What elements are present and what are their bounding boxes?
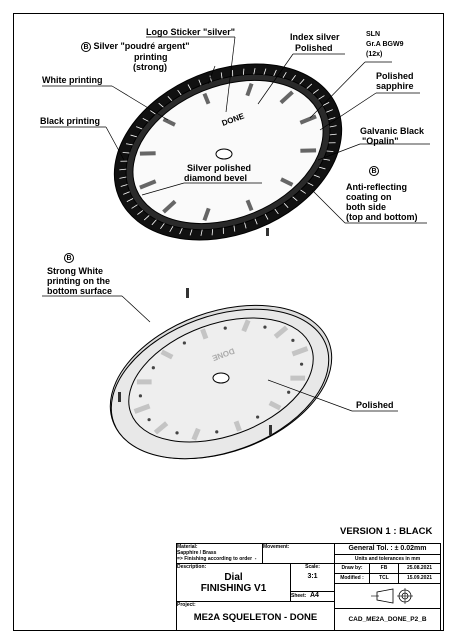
material-cell [176, 543, 263, 564]
scale-cell [290, 563, 335, 592]
units-note: Units and tolerances in mm [334, 554, 441, 564]
callout-sln-3: (12x) [366, 51, 383, 58]
callout-sln-1: SLN [366, 31, 380, 38]
marker-b-icon: B [369, 166, 379, 176]
dial-logo-mirrored: DONE [210, 346, 236, 363]
foot-hole [291, 339, 294, 342]
modified-date: 15.09.2021 [398, 573, 441, 584]
movement-label: Movement: [263, 544, 290, 550]
callout-strong-3: bottom surface [47, 286, 113, 296]
callout-anti-4: (top and bottom) [346, 212, 418, 222]
description-line2: FINISHING V1 [200, 583, 267, 594]
foot-hole [139, 394, 142, 397]
file-name: CAD_ME2A_DONE_P2_B [334, 608, 441, 631]
general-tol: General Tol. : ± 0.02mm [334, 543, 441, 555]
marker-b-icon: B [81, 42, 91, 52]
marker-strong [64, 252, 74, 263]
callout-galvanic-1: Galvanic Black [360, 126, 425, 136]
modified-by: TCL [369, 573, 399, 584]
drawn-by-label: Draw by: [334, 563, 370, 574]
material-label: Material: [177, 544, 198, 550]
bottom-hour-index [203, 329, 206, 338]
foot-hole [183, 341, 186, 344]
project-value: ME2A SQUELETON - DONE [193, 612, 318, 623]
callout-polished-sapphire-2: sapphire [376, 81, 414, 91]
foot-hole [152, 366, 155, 369]
minute-tick [327, 151, 334, 152]
projection-symbol-icon [335, 584, 440, 608]
project-cell [176, 601, 335, 631]
callout-silver-poudre-line3: (strong) [133, 62, 167, 72]
callout-silver-poudre-text: Silver "poudré argent" [93, 41, 190, 51]
drawn-date: 25.08.2021 [398, 563, 441, 574]
project-label: Project: [177, 602, 196, 608]
callout-anti-3: both side [346, 202, 386, 212]
marker-b-icon: B [64, 253, 74, 263]
description-cell [176, 563, 291, 602]
callout-silver-poudre [81, 41, 190, 52]
callout-polished-sapphire-1: Polished [376, 71, 414, 81]
sheet-value: A4 [309, 592, 319, 599]
callout-galvanic-2: "Opalin" [362, 136, 399, 146]
finishing-note-text: => Finishing according to order [177, 556, 253, 562]
foot-hole [224, 326, 227, 329]
movement-cell [262, 543, 335, 564]
callout-sln-2: Gr.A BGW9 [366, 41, 404, 48]
callout-silver-poudre-line2: printing [134, 52, 168, 62]
callout-polished: Polished [356, 400, 394, 410]
foot-hole [175, 431, 178, 434]
modified-label: Modified : [334, 573, 370, 584]
callout-strong-2: printing on the [47, 276, 110, 286]
description-label: Description: [177, 564, 207, 570]
scale-label: Scale: [305, 564, 320, 570]
finishing-dash: - [254, 556, 257, 562]
foot-hole [300, 363, 303, 366]
minute-tick [123, 152, 130, 153]
callout-black-printing: Black printing [40, 116, 101, 126]
foot-hole [215, 430, 218, 433]
description-line1: Dial [224, 572, 243, 583]
top-dial [88, 32, 368, 272]
callout-silver-diamond-2: diamond bevel [184, 173, 248, 183]
foot-hole [263, 326, 266, 329]
callout-index-silver-1: Index silver [290, 32, 340, 42]
drawn-by-value: FB [369, 563, 399, 574]
foot-hole [256, 415, 259, 418]
callout-anti-1: Anti-reflecting [346, 182, 408, 192]
scale-value: 3:1 [307, 573, 318, 580]
marker-anti [369, 165, 379, 176]
title-block [176, 543, 441, 631]
callout-strong-1: Strong White [47, 266, 103, 276]
callout-white-printing: White printing [42, 75, 103, 85]
foot-hole [147, 418, 150, 421]
material-value: Sapphire / Brass [177, 550, 217, 556]
version-label: VERSION 1 : BLACK [340, 526, 433, 537]
callout-index-silver-2: Polished [295, 43, 333, 53]
finishing-note [177, 556, 262, 562]
bottom-dial [89, 277, 353, 487]
projection-cell [334, 583, 441, 609]
dial-logo: DONE [220, 111, 246, 128]
callout-silver-diamond-1: Silver polished [187, 163, 252, 173]
sheet-label: Sheet: [291, 593, 307, 599]
callout-anti-2: coating on [346, 192, 392, 202]
callout-logo-sticker: Logo Sticker "silver" [146, 27, 236, 37]
foot-hole [287, 391, 290, 394]
bottom-hour-index [236, 421, 239, 430]
